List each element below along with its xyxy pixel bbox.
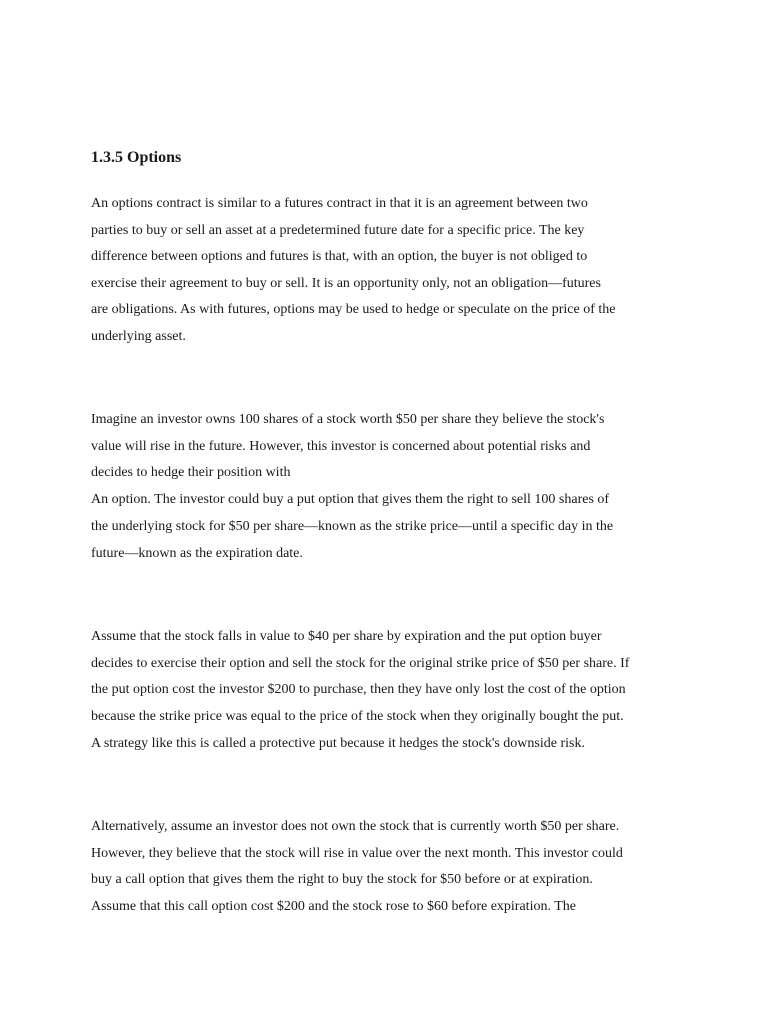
paragraph-1-line-5: are obligations. As with futures, options may be used to hedge or speculate on the price of the <box>91 302 616 317</box>
paragraph-3-line-3: the put option cost the investor $200 to purchase, then they have only lost the cost of the option <box>91 682 626 697</box>
paragraph-1-line-3: difference between options and futures is that, with an option, the buyer is not obliged to <box>91 249 588 264</box>
paragraph-2-line-2: value will rise in the future. However, this investor is concerned about potential risks and <box>91 439 591 454</box>
paragraph-2-line-3: decides to hedge their position with <box>91 465 291 480</box>
paragraph-4-line-2: However, they believe that the stock will rise in value over the next month. This investor could <box>91 846 623 861</box>
paragraph-1-line-6: underlying asset. <box>91 329 186 344</box>
paragraph-4-line-4: Assume that this call option cost $200 and the stock rose to $60 before expiration. The <box>91 899 576 914</box>
paragraph-2-line-5: the underlying stock for $50 per share—known as the strike price—until a specific day in the <box>91 519 614 534</box>
section-heading: 1.3.5 Options <box>91 149 182 166</box>
paragraph-1-line-2: parties to buy or sell an asset at a predetermined future date for a specific price. The key <box>91 223 585 238</box>
paragraph-2-line-4: An option. The investor could buy a put option that gives them the right to sell 100 shares of <box>91 492 610 507</box>
paragraph-4-line-3: buy a call option that gives them the right to buy the stock for $50 before or at expiration. <box>91 872 593 887</box>
paragraph-2-line-1: Imagine an investor owns 100 shares of a stock worth $50 per share they believe the stock's <box>91 412 605 427</box>
paragraph-3-line-5: A strategy like this is called a protective put because it hedges the stock's downside risk. <box>91 736 585 751</box>
paragraph-1-line-1: An options contract is similar to a futures contract in that it is an agreement between two <box>91 196 588 211</box>
paragraph-4-line-1: Alternatively, assume an investor does not own the stock that is currently worth $50 per share. <box>91 819 620 834</box>
paragraph-3-line-2: decides to exercise their option and sell the stock for the original strike price of $50 per share. If <box>91 656 630 671</box>
paragraph-3-line-4: because the strike price was equal to the price of the stock when they originally bought the put. <box>91 709 624 724</box>
paragraph-3-line-1: Assume that the stock falls in value to $40 per share by expiration and the put option buyer <box>91 629 602 644</box>
paragraph-2-line-6: future—known as the expiration date. <box>91 546 303 561</box>
paragraph-1-line-4: exercise their agreement to buy or sell. It is an opportunity only, not an obligation—futures <box>91 276 601 291</box>
